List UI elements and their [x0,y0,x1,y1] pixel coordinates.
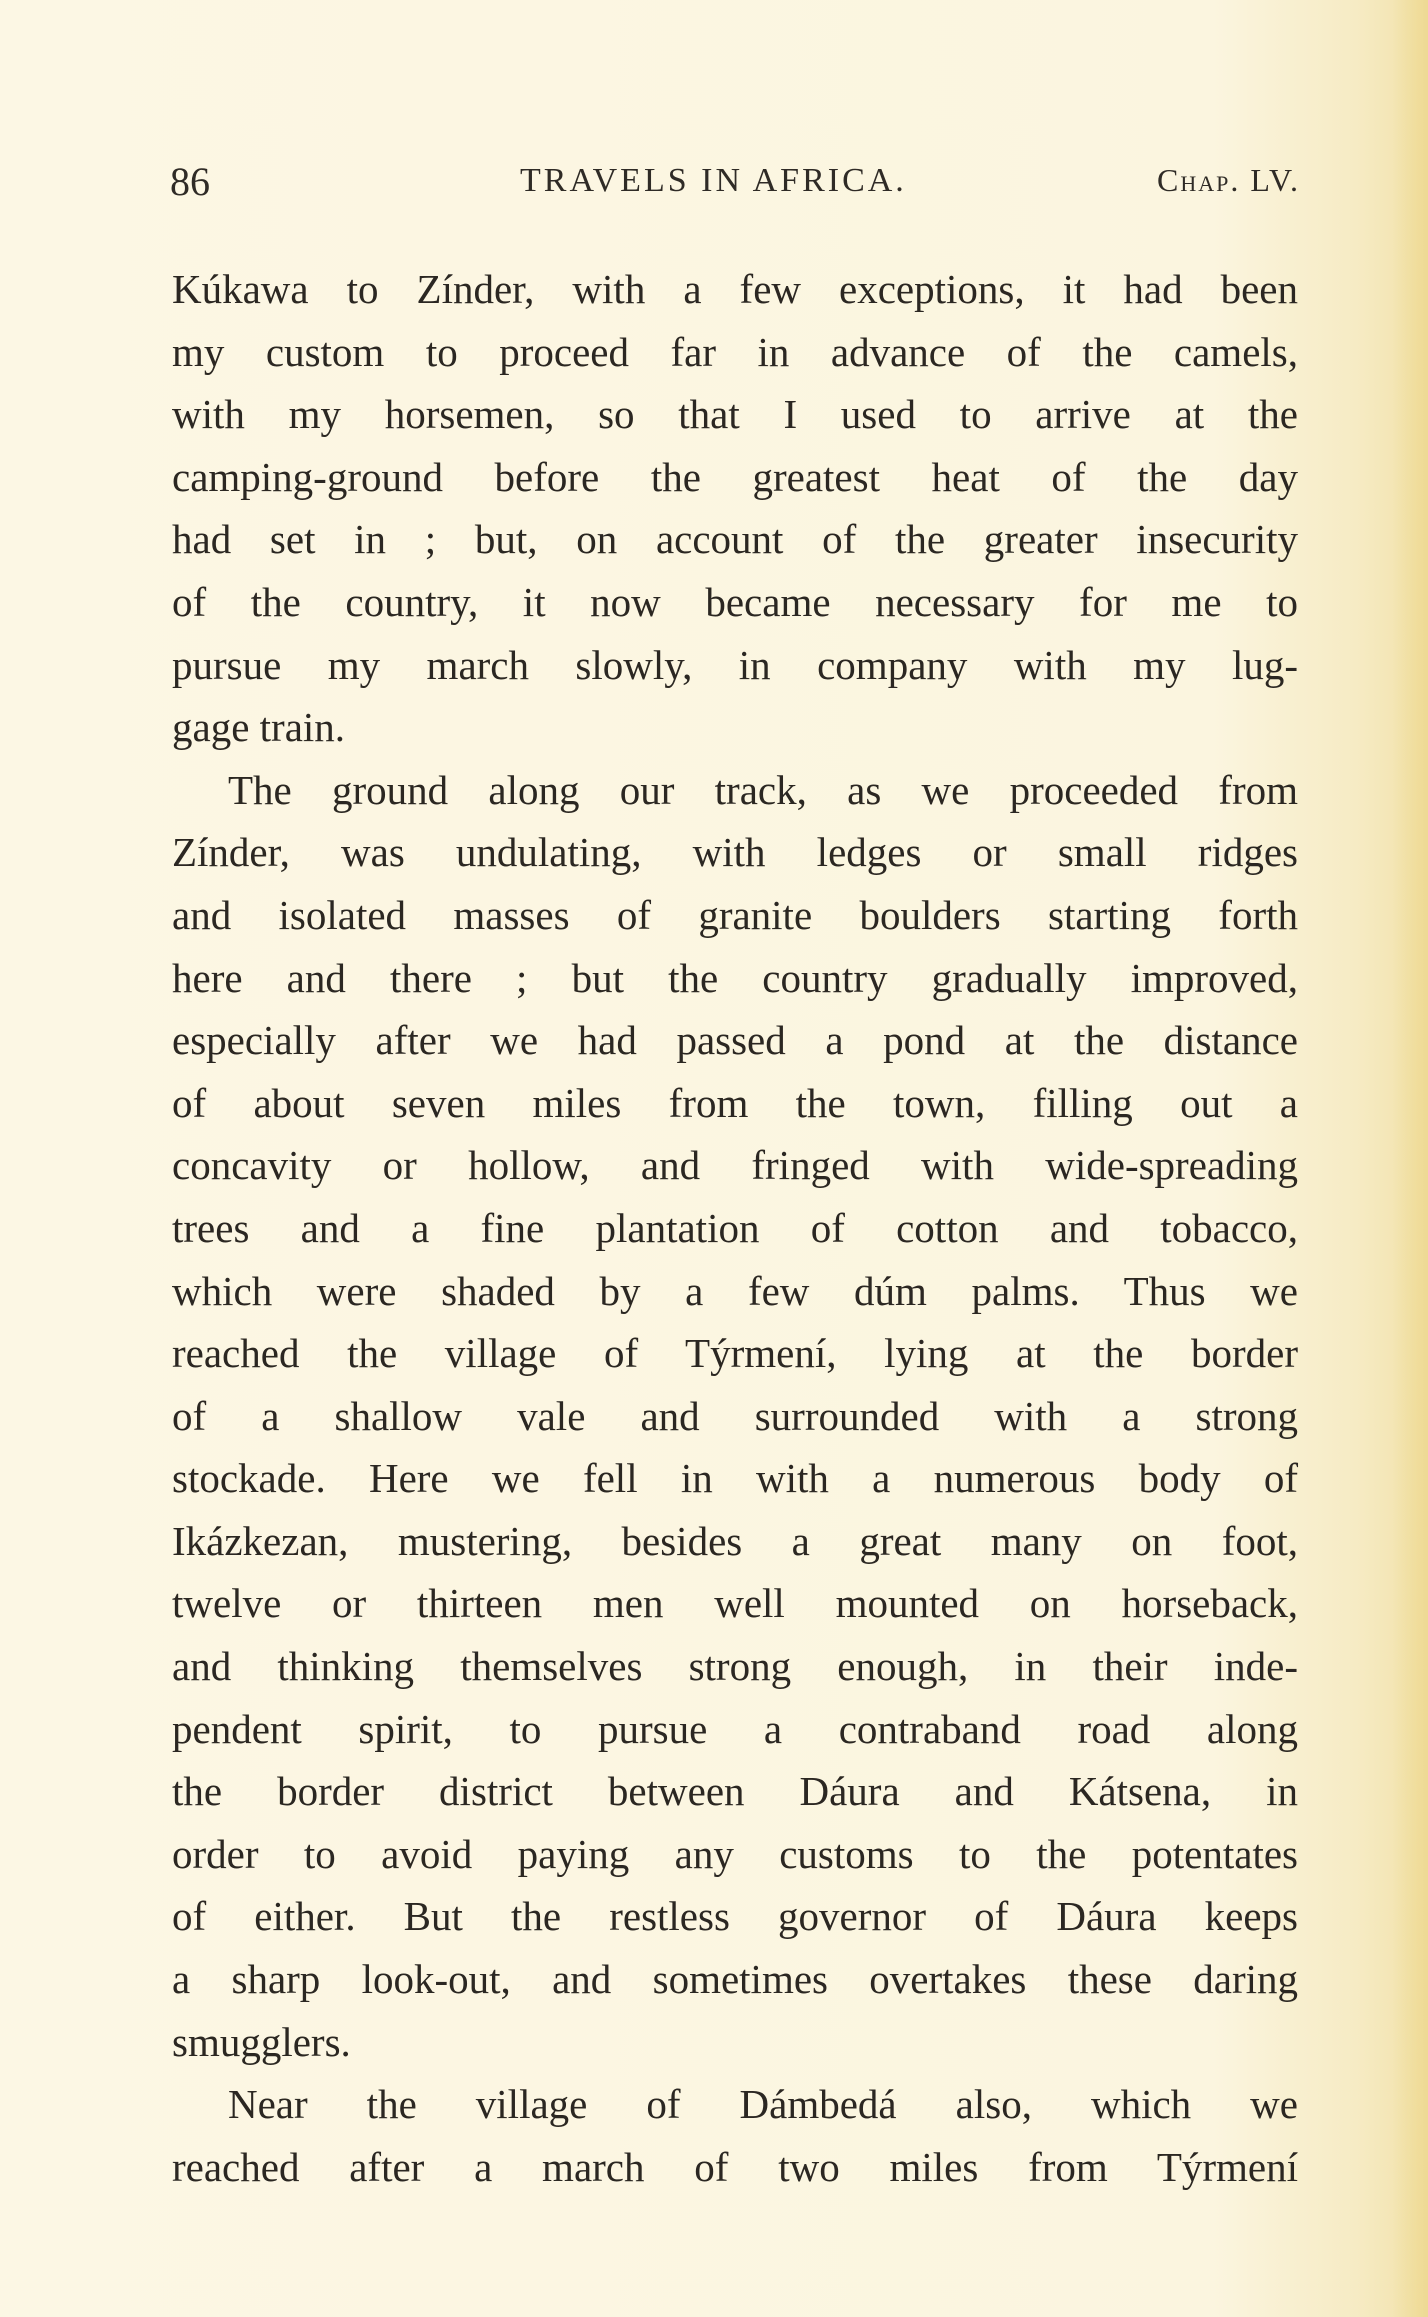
text-line: my custom to proceed far in advance of the camels, [172,328,1298,375]
text-line: especially after we had passed a pond at the distance [172,1017,1298,1064]
text-line: reached after a march of two miles from Týrmení [172,2143,1298,2190]
running-title: TRAVELS IN AFRICA. [520,162,907,199]
text-line: of the country, it now became necessary for me to [172,578,1298,625]
text-line: Ikázkezan, mustering, besides a great many on foot, [172,1517,1298,1564]
text-line: and thinking themselves strong enough, in their inde- [172,1643,1298,1690]
body-text [172,258,1298,2198]
text-line: of either. But the restless governor of Dáura keeps [172,1893,1298,1940]
chapter-reference: Chap. LV. [1157,162,1300,198]
text-line: order to avoid paying any customs to the potentates [172,1830,1298,1877]
text-line: here and there ; but the country gradually improved, [172,954,1298,1001]
text-line: Kúkawa to Zínder, with a few exceptions, it had been [172,266,1298,312]
text-line: reached the village of Týrmení, lying at the border [172,1330,1298,1377]
page-edge-shadow [1392,0,1428,2317]
page-header [170,158,1300,208]
text-line: of a shallow vale and surrounded with a strong [172,1392,1298,1439]
text-line: with my horsemen, so that I used to arrive at the [172,391,1298,438]
text-line: gage train. [172,704,346,751]
text-line: pursue my march slowly, in company with my lug- [172,641,1298,688]
text-line: had set in ; but, on account of the greater insecurity [172,516,1298,563]
text-line: concavity or hollow, and fringed with wide-spreading [172,1142,1298,1189]
text-line: stockade. Here we fell in with a numerous body of [172,1455,1298,1502]
text-line: of about seven miles from the town, filling out a [172,1079,1298,1126]
text-line: twelve or thirteen men well mounted on horseback, [172,1580,1298,1627]
text-line: Zínder, was undulating, with ledges or small ridges [172,829,1298,876]
text-line: and isolated masses of granite boulders starting forth [172,891,1298,938]
page-number: 86 [170,159,210,204]
text-line: camping-ground before the greatest heat of the day [172,453,1298,500]
text-line: a sharp look-out, and sometimes overtakes these daring [172,1956,1298,2003]
text-line: pendent spirit, to pursue a contraband road along [172,1705,1298,1752]
text-line: trees and a fine plantation of cotton and tobacco, [172,1204,1298,1251]
text-line: which were shaded by a few dúm palms. Thus we [172,1267,1298,1314]
text-line: Near the village of Dámbedá also, which we [228,2081,1298,2128]
text-line: smugglers. [172,2018,351,2065]
text-line: the border district between Dáura and Kátsena, in [172,1768,1298,1815]
text-line: The ground along our track, as we proceeded from [228,766,1298,813]
